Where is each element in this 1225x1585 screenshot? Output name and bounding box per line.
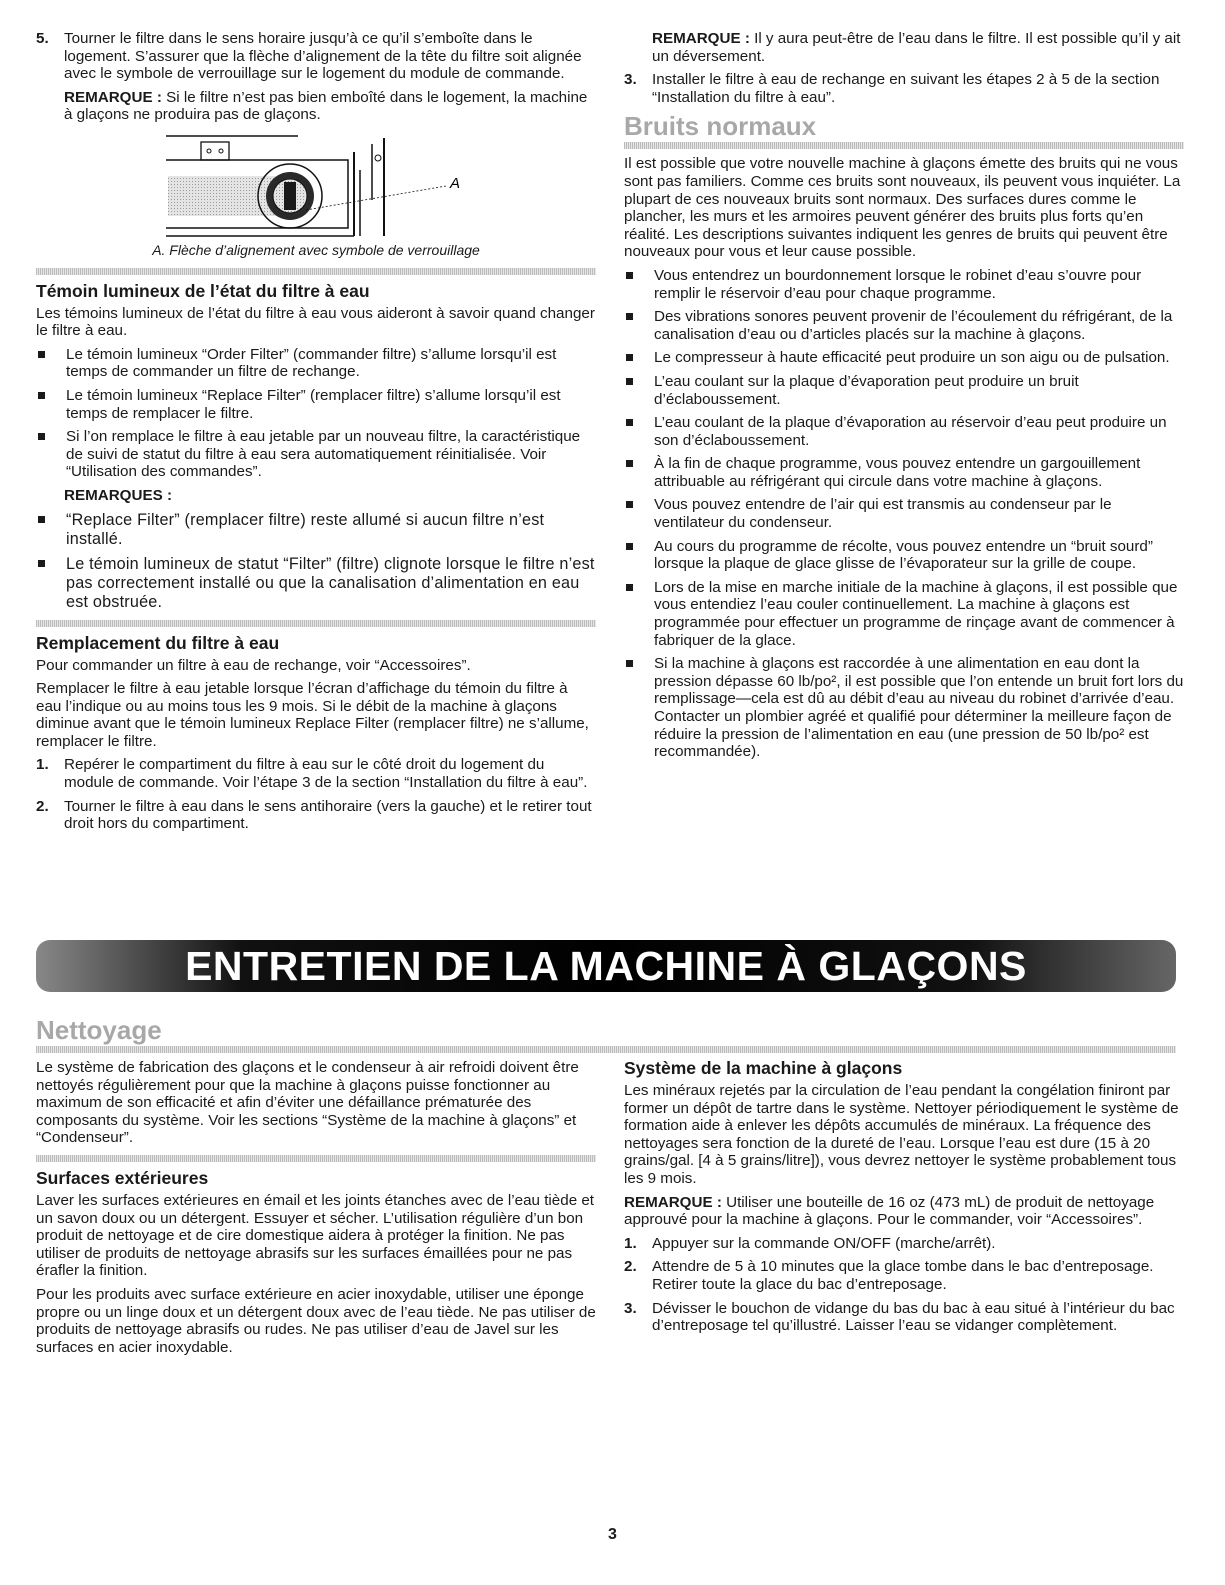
- bruits-intro: Il est possible que votre nouvelle machine à glaçons émette des bruits qui ne vous sont pas familiers. Comme ces bruits sont nouveaux, ils peuvent vous inquiéter. La plupart de ces nouveaux bruits sont normaux. Des surfaces dures comme le plancher, les murs et les armoires peuvent générer des bruits plus forts qu’en réalité. Les descriptions suivantes indiquent les genres de bruits qui peuvent être nouveaux pour vous et leur cause possible.: [624, 155, 1181, 261]
- step-number: 2.: [36, 797, 49, 815]
- nettoyage-heading: Nettoyage: [36, 1015, 162, 1045]
- step-3: [624, 71, 1184, 106]
- figure-caption: A. Flèche d’alignement avec symbole de verrouillage: [152, 241, 480, 258]
- step-text: Appuyer sur la commande ON/OFF (marche/arrêt).: [652, 1234, 996, 1252]
- bruits-heading: Bruits normaux: [624, 111, 817, 142]
- divider: [36, 620, 596, 627]
- list-item: L’eau coulant sur la plaque d’évaporation peut produire un bruit d’éclaboussement.: [624, 373, 1184, 408]
- temoin-intro: Les témoins lumineux de l’état du filtre à eau vous aideront à savoir quand changer le filtre à eau.: [36, 304, 595, 340]
- list-item: À la fin de chaque programme, vous pouvez entendre un gargouillement attribuable au réfrigérant qui circule dans votre machine à glaçons.: [624, 455, 1184, 490]
- divider: [624, 142, 1184, 149]
- temoin-list: [36, 346, 596, 481]
- remark: [64, 89, 596, 124]
- list-item: Le témoin lumineux “Order Filter” (commander filtre) s’allume lorsqu’il est temps de commander un filtre de rechange.: [36, 346, 596, 381]
- remark-text: Si le filtre n’est pas bien emboîté dans le logement, la machine à glaçons ne produira pas de glaçons.: [64, 88, 588, 124]
- step-number: 2.: [624, 1258, 637, 1276]
- step-text: Installer le filtre à eau de rechange en suivant les étapes 2 à 5 de la section “Installation du filtre à eau”.: [652, 71, 1160, 106]
- remplacement-heading: Remplacement du filtre à eau: [36, 632, 280, 653]
- step-number: 1.: [36, 756, 49, 774]
- list-item: Le témoin lumineux “Replace Filter” (remplacer filtre) s’allume lorsqu’il est temps de remplacer le filtre.: [36, 387, 596, 422]
- remplacement-step-2: [36, 798, 596, 833]
- list-item: Des vibrations sonores peuvent provenir de l’écoulement du réfrigérant, de la canalisation d’eau ou d’articles placés sur la machine à glaçons.: [624, 308, 1184, 343]
- list-item: Lors de la mise en marche initiale de la machine à glaçons, il est possible que vous entendiez l’eau couler continuellement. La machine à glaçons est programmée pour effectuer un programme de rinçage avant de commencer à fabriquer de la glace.: [624, 579, 1184, 649]
- temoin-heading: Témoin lumineux de l’état du filtre à eau: [36, 280, 370, 301]
- list-item: L’eau coulant de la plaque d’évaporation au réservoir d’eau peut produire un son d’éclaboussement.: [624, 414, 1184, 449]
- nettoyage-text: Le système de fabrication des glaçons et le condenseur à air refroidi doivent être nettoyés régulièrement pour que la machine à glaçons puisse fonctionner au maximum de son efficacité et afin d’éviter une défaillance prématurée des composants du système. Voir les sections “Système de la machine à glaçons” et “Condenseur”.: [36, 1059, 579, 1147]
- page-number: 3: [608, 1526, 617, 1543]
- systeme-step-1: [624, 1235, 1184, 1253]
- list-item: Vous pouvez entendre de l’air qui est transmis au condenseur par le ventilateur du condenseur.: [624, 496, 1184, 531]
- step-text: Tourner le filtre à eau dans le sens antihoraire (vers la gauche) et le retirer tout droit hors du compartiment.: [64, 797, 592, 833]
- remark-text: Il y aura peut-être de l’eau dans le filtre. Il est possible qu’il y ait un déversement.: [652, 30, 1181, 65]
- list-item: “Replace Filter” (remplacer filtre) reste allumé si aucun filtre n’est installé.: [36, 511, 596, 549]
- remark-label: REMARQUE :: [64, 88, 162, 106]
- list-item: Si la machine à glaçons est raccordée à une alimentation en eau dont la pression dépasse 60 lb/po², il est possible que l’on entende un bruit fort lors du remplissage—cela est dû au débit d’eau au niveau du robinet d’arrivée d’eau. Contacter un plombier agréé et qualifié pour déterminer la meilleure façon de réduire la pression de l’alimentation en eau (une pression de 50 lb/po² est recommandée).: [624, 655, 1184, 761]
- list-item: Vous entendrez un bourdonnement lorsque le robinet d’eau s’ouvre pour remplir le réservoir d’eau pour chaque programme.: [624, 267, 1184, 302]
- remark: [652, 30, 1184, 65]
- lower-left-column: [36, 1016, 596, 1362]
- step-number: 5.: [36, 30, 49, 47]
- left-column: [36, 30, 596, 839]
- banner-title: ENTRETIEN DE LA MACHINE À GLAÇONS: [185, 943, 1027, 989]
- surfaces-p1: Laver les surfaces extérieures en émail et les joints étanches avec de l’eau tiède et un savon doux ou un détergent. Essuyer et sécher. L’utilisation régulière d’un bon produit de nettoyage et de cire domestique aidera à protéger la finition. Ne pas utiliser de produits de nettoyage abrasifs sur les surfaces émaillées pour ne pas érafler la finition.: [36, 1191, 595, 1280]
- filter-housing-drawing: [36, 130, 596, 240]
- right-column: [624, 30, 1184, 767]
- list-item: Le témoin lumineux de statut “Filter” (filtre) clignote lorsque le filtre n’est pas correctement installé ou que la canalisation d’alimentation en eau est obstruée.: [36, 555, 596, 612]
- systeme-step-2: [624, 1258, 1184, 1293]
- remplacement-p2: Remplacer le filtre à eau jetable lorsque l’écran d’affichage du témoin du filtre à eau l’indique ou au moins tous les 9 mois. Si le débit de la machine à glaçons diminue avant que le témoin lumineux Replace Filter (remplacer filtre) ne s’allume, remplacer le filtre.: [36, 680, 589, 750]
- step-number: 3.: [624, 1299, 637, 1317]
- step-text: Tourner le filtre dans le sens horaire jusqu’à ce qu’il s’emboîte dans le logement. S’assurer que la flèche d’alignement de la tête du filtre soit alignée avec le symbole de verrouillage sur le logement du module de commande.: [64, 30, 582, 83]
- list-item: Au cours du programme de récolte, vous pouvez entendre un “bruit sourd” lorsque la plaque de glace glisse de l’évaporateur sur la grille de coupe.: [624, 538, 1184, 573]
- step-number: 1.: [624, 1234, 637, 1252]
- list-item: Si l’on remplace le filtre à eau jetable par un nouveau filtre, la caractéristique de suivi de statut du filtre à eau sera automatiquement réinitialisée. Voir “Utilisation des commandes”.: [36, 428, 596, 481]
- bruits-list: [624, 267, 1184, 761]
- step-5: [36, 30, 596, 83]
- divider: [36, 1155, 596, 1162]
- step-text: Repérer le compartiment du filtre à eau sur le côté droit du logement du module de commande. Voir l’étape 3 de la section “Installation du filtre à eau”.: [64, 756, 588, 792]
- step-number: 3.: [624, 71, 637, 89]
- remark-label: REMARQUE :: [652, 30, 750, 47]
- systeme-step-3: [624, 1300, 1184, 1335]
- remark-label: REMARQUE :: [624, 1193, 722, 1211]
- filter-illustration: [36, 130, 596, 240]
- step-text: Dévisser le bouchon de vidange du bas du bac à eau situé à l’intérieur du bac d’entreposage tel qu’illustré. Laisser l’eau se vidanger complètement.: [652, 1299, 1175, 1335]
- remark-text: Utiliser une bouteille de 16 oz (473 mL) de produit de nettoyage approuvé pour la machine à glaçons. Pour le commander, voir “Accessoires”.: [624, 1193, 1155, 1229]
- section-banner: [36, 940, 1176, 992]
- list-item: Le compresseur à haute efficacité peut produire un son aigu ou de pulsation.: [624, 349, 1184, 367]
- remarques-list: [36, 511, 596, 612]
- lower-right-column: [624, 1058, 1184, 1341]
- systeme-text: Les minéraux rejetés par la circulation de l’eau pendant la congélation finiront par former un dépôt de tartre dans le système. Nettoyer périodiquement le système de formation aide à enlever les dépôts accumulés de minéraux. La fréquence des nettoyages sera fonction de la dureté de l’eau. Lorsque l’eau est dure (15 à 20 grains/gal. [4 à 5 grains/litre]), vous devrez nettoyer le système probablement tous les 9 mois.: [624, 1082, 1179, 1187]
- remark: [624, 1194, 1184, 1229]
- surfaces-p2: Pour les produits avec surface extérieure en acier inoxydable, utiliser une éponge propre ou un linge doux et un détergent doux avec de l’eau tiède. Ne pas utiliser de produits de nettoyage abrasifs ou rudes. Ne pas utiliser d’eau de Javel sur les surfaces en acier inoxydable.: [36, 1285, 596, 1356]
- divider: [36, 1046, 1176, 1053]
- surfaces-heading: Surfaces extérieures: [36, 1167, 209, 1188]
- remarques-label: REMARQUES :: [64, 486, 173, 504]
- divider: [36, 268, 596, 275]
- callout-a: A: [450, 174, 461, 192]
- remplacement-step-1: [36, 756, 596, 791]
- systeme-heading: Système de la machine à glaçons: [624, 1058, 903, 1078]
- step-text: Attendre de 5 à 10 minutes que la glace tombe dans le bac d’entreposage. Retirer toute la glace du bac d’entreposage.: [652, 1258, 1154, 1293]
- remplacement-p1: Pour commander un filtre à eau de rechange, voir “Accessoires”.: [36, 656, 471, 674]
